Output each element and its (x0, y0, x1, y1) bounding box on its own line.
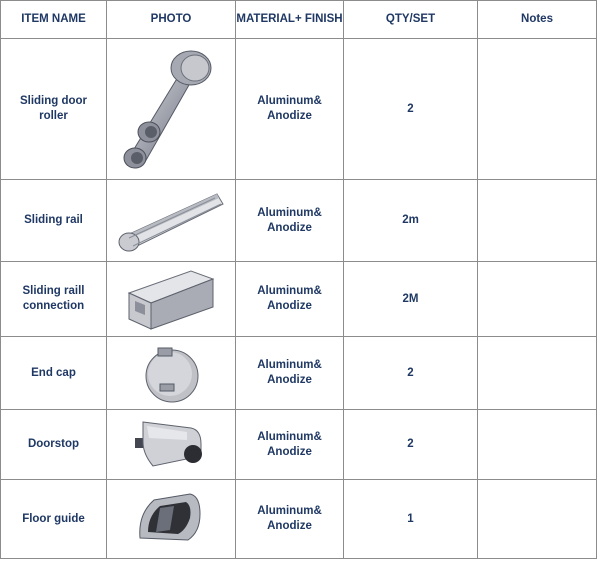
qty-cell: 2 (344, 39, 478, 180)
header-material: MATERIAL+ FINISH (236, 1, 344, 39)
table-row (1, 180, 597, 262)
notes-cell (478, 180, 597, 262)
floor-guide-icon (134, 484, 208, 554)
end-cap-icon (136, 340, 206, 406)
notes-cell (478, 337, 597, 410)
header-photo: PHOTO (107, 1, 236, 39)
header-notes: Notes (478, 1, 597, 39)
table-row (1, 39, 597, 180)
notes-cell (478, 480, 597, 559)
item-name-cell: Sliding rail (1, 180, 107, 262)
notes-cell (478, 262, 597, 337)
notes-cell (478, 410, 597, 480)
qty-cell: 2m (344, 180, 478, 262)
material-cell: Aluminum& Anodize (236, 39, 344, 180)
header-item-name: ITEM NAME (1, 1, 107, 39)
rail-connection-icon (121, 265, 221, 333)
table-row (1, 480, 597, 559)
item-name-cell: Doorstop (1, 410, 107, 480)
material-cell: Aluminum& Anodize (236, 480, 344, 559)
material-cell: Aluminum& Anodize (236, 410, 344, 480)
item-name-cell: Sliding door roller (1, 39, 107, 180)
qty-cell: 2 (344, 410, 478, 480)
doorstop-icon (131, 414, 211, 476)
photo-cell (107, 410, 236, 480)
item-name-cell: Floor guide (1, 480, 107, 559)
item-name-cell: End cap (1, 337, 107, 410)
table-row (1, 337, 597, 410)
material-cell: Aluminum& Anodize (236, 180, 344, 262)
header-row (1, 1, 597, 39)
qty-cell: 2M (344, 262, 478, 337)
item-name-cell: Sliding raill connection (1, 262, 107, 337)
photo-cell (107, 480, 236, 559)
material-cell: Aluminum& Anodize (236, 337, 344, 410)
photo-cell (107, 337, 236, 410)
photo-cell (107, 180, 236, 262)
sliding-door-roller-icon (111, 44, 231, 174)
material-cell: Aluminum& Anodize (236, 262, 344, 337)
qty-cell: 2 (344, 337, 478, 410)
photo-cell (107, 262, 236, 337)
header-qty: QTY/SET (344, 1, 478, 39)
notes-cell (478, 39, 597, 180)
sliding-rail-icon (111, 184, 231, 258)
table-row (1, 262, 597, 337)
qty-cell: 1 (344, 480, 478, 559)
photo-cell (107, 39, 236, 180)
table-row (1, 410, 597, 480)
